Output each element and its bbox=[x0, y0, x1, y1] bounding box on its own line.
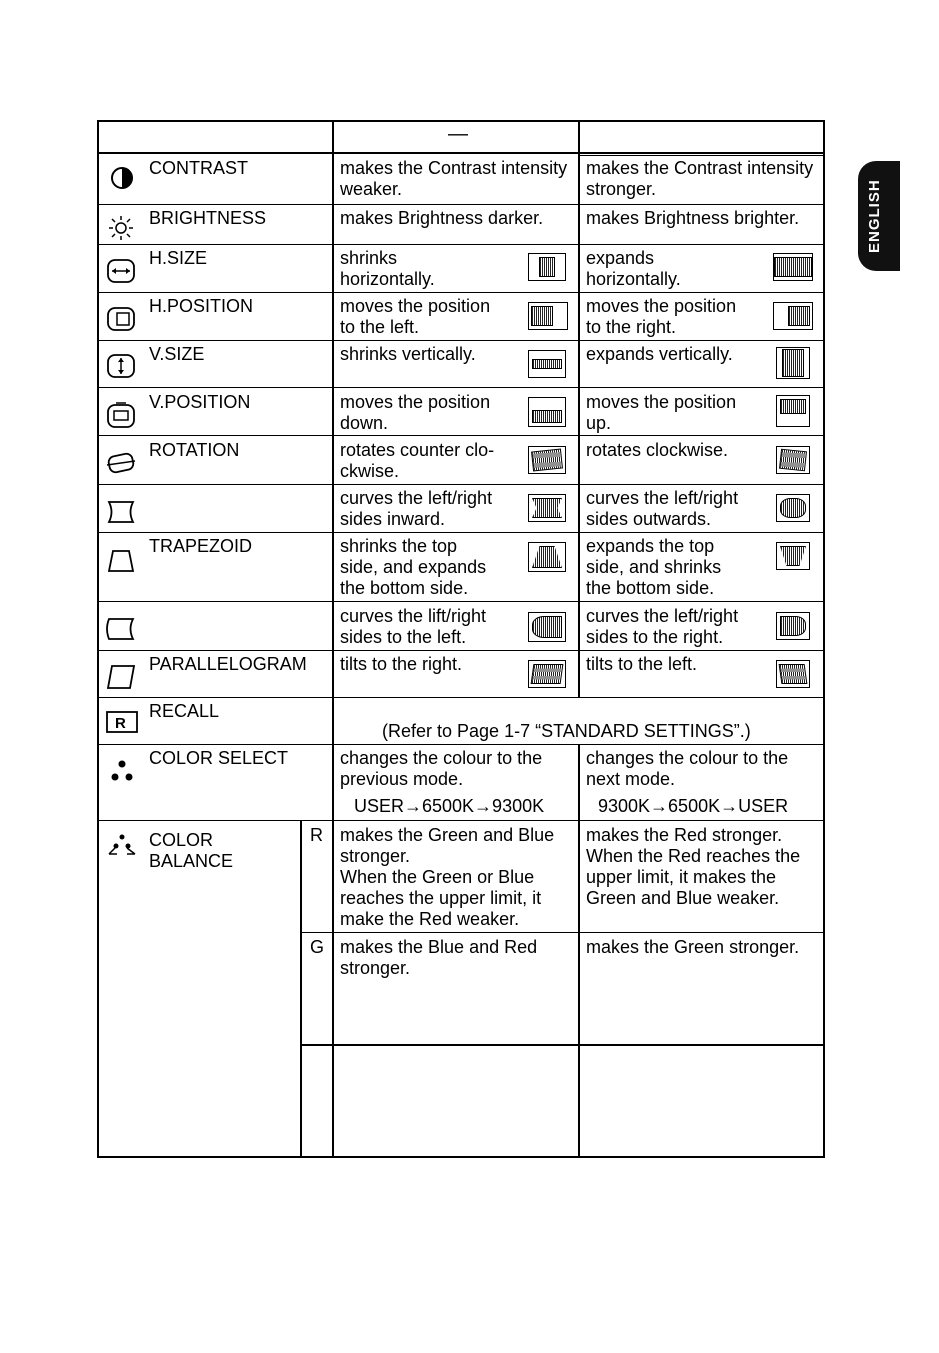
minus-text-parallelogram: tilts to the right. bbox=[340, 654, 463, 674]
monitor-h-position-minus-icon bbox=[528, 302, 568, 330]
row-label-color-select: COLOR SELECT bbox=[149, 748, 289, 768]
minus-text-rotation: rotates counter clo- ckwise. bbox=[340, 440, 495, 481]
minus-text-v-position: moves the position down. bbox=[340, 392, 491, 433]
rotation-icon bbox=[105, 449, 137, 477]
language-tab-label: ENGLISH bbox=[866, 179, 883, 253]
svg-text:R: R bbox=[115, 715, 126, 732]
v-size-icon bbox=[106, 353, 136, 379]
minus-text-pin-balance: curves the lift/right sides to the left. bbox=[340, 606, 487, 647]
parallelogram-icon bbox=[106, 663, 136, 691]
monitor-rotation-plus-icon bbox=[776, 446, 810, 474]
monitor-h-size-minus-icon bbox=[528, 253, 566, 281]
monitor-parallelogram-plus-icon bbox=[776, 660, 810, 688]
row-label-recall: RECALL bbox=[149, 701, 220, 721]
plus-text-v-position: moves the position up. bbox=[586, 392, 737, 433]
minus-text-h-position: moves the position to the left. bbox=[340, 296, 491, 337]
header-minus: — bbox=[448, 123, 468, 145]
monitor-v-position-plus-icon bbox=[776, 395, 810, 427]
monitor-h-size-plus-icon bbox=[773, 253, 813, 281]
plus-text-color-select: changes the colour to the next mode. bbox=[586, 748, 789, 789]
contrast-icon bbox=[108, 164, 136, 192]
brightness-icon bbox=[106, 213, 136, 243]
minus-text-color-balance-r: makes the Green and Blue stronger. When the Green or Blue reaches the upper limit, it make the Red weaker. bbox=[340, 825, 555, 929]
row-label-h-size: H.SIZE bbox=[149, 248, 208, 268]
plus-text-v-size: expands vertically. bbox=[586, 344, 733, 364]
trapezoid-icon bbox=[106, 548, 136, 574]
row-label-contrast: CONTRAST bbox=[149, 158, 248, 178]
recall-note: (Refer to Page 1-7 “STANDARD SETTINGS”.) bbox=[382, 721, 751, 741]
color-balance-icon bbox=[105, 832, 139, 860]
plus-text-pin-balance: curves the left/right sides to the right. bbox=[586, 606, 739, 647]
row-label-brightness: BRIGHTNESS bbox=[149, 208, 267, 228]
plus-text-color-balance-g: makes the Green stronger. bbox=[586, 937, 800, 957]
plus-text-contrast: makes the Contrast intensity stronger. bbox=[586, 158, 814, 199]
h-position-icon bbox=[106, 306, 136, 332]
minus-text-v-size: shrinks vertically. bbox=[340, 344, 476, 364]
row-label-parallelogram: PARALLELOGRAM bbox=[149, 654, 307, 674]
minus-text-trapezoid: shrinks the top side, and expands the bottom side. bbox=[340, 536, 487, 598]
minus-text-color-balance-g: makes the Blue and Red stronger. bbox=[340, 937, 538, 978]
monitor-h-position-plus-icon bbox=[773, 302, 813, 330]
minus-text-color-select: changes the colour to the previous mode. bbox=[340, 748, 543, 789]
plus-text-color-balance-r: makes the Red stronger. When the Red reaches the upper limit, it makes the Green and Blue weaker. bbox=[586, 825, 801, 908]
minus-seq-color-select: USER→6500K→9300K bbox=[354, 796, 545, 816]
channel-r-label: R bbox=[310, 825, 323, 845]
plus-text-brightness: makes Brightness brighter. bbox=[586, 208, 800, 228]
plus-text-parallelogram: tilts to the left. bbox=[586, 654, 698, 674]
plus-text-h-position: moves the position to the right. bbox=[586, 296, 737, 337]
channel-g-label: G bbox=[310, 937, 325, 957]
plus-seq-color-select: 9300K→6500K→USER bbox=[598, 796, 789, 816]
monitor-v-size-minus-icon bbox=[528, 350, 566, 378]
plus-text-pincushion: curves the left/right sides outwards. bbox=[586, 488, 739, 529]
monitor-pin-balance-minus-icon bbox=[528, 612, 566, 642]
pincushion-icon bbox=[106, 499, 136, 525]
plus-text-h-size: expands horizontally. bbox=[586, 248, 681, 289]
monitor-rotation-minus-icon bbox=[528, 446, 566, 474]
row-label-h-position: H.POSITION bbox=[149, 296, 254, 316]
monitor-v-size-plus-icon bbox=[776, 347, 810, 379]
language-tab bbox=[858, 161, 900, 271]
monitor-parallelogram-minus-icon bbox=[528, 660, 566, 688]
row-label-trapezoid: TRAPEZOID bbox=[149, 536, 253, 556]
row-label-v-size: V.SIZE bbox=[149, 344, 205, 364]
monitor-pincushion-minus-icon bbox=[528, 494, 566, 522]
monitor-trapezoid-minus-icon bbox=[528, 542, 566, 572]
recall-icon bbox=[105, 710, 139, 734]
monitor-pincushion-plus-icon bbox=[776, 494, 810, 522]
monitor-trapezoid-plus-icon bbox=[776, 542, 810, 570]
color-select-icon bbox=[108, 758, 136, 784]
h-size-icon bbox=[106, 258, 136, 284]
minus-text-h-size: shrinks horizontally. bbox=[340, 248, 435, 289]
row-label-rotation: ROTATION bbox=[149, 440, 240, 460]
v-position-icon bbox=[106, 401, 136, 429]
monitor-v-position-minus-icon bbox=[528, 397, 566, 427]
row-label-v-position: V.POSITION bbox=[149, 392, 251, 412]
row-label-color-balance: COLOR BALANCE bbox=[149, 830, 234, 871]
pin-balance-icon bbox=[106, 616, 136, 642]
minus-text-pincushion: curves the left/right sides inward. bbox=[340, 488, 493, 529]
plus-text-rotation: rotates clockwise. bbox=[586, 440, 729, 460]
plus-text-trapezoid: expands the top side, and shrinks the bottom side. bbox=[586, 536, 722, 598]
monitor-pin-balance-plus-icon bbox=[776, 612, 810, 640]
minus-text-brightness: makes Brightness darker. bbox=[340, 208, 544, 228]
minus-text-contrast: makes the Contrast intensity weaker. bbox=[340, 158, 568, 199]
